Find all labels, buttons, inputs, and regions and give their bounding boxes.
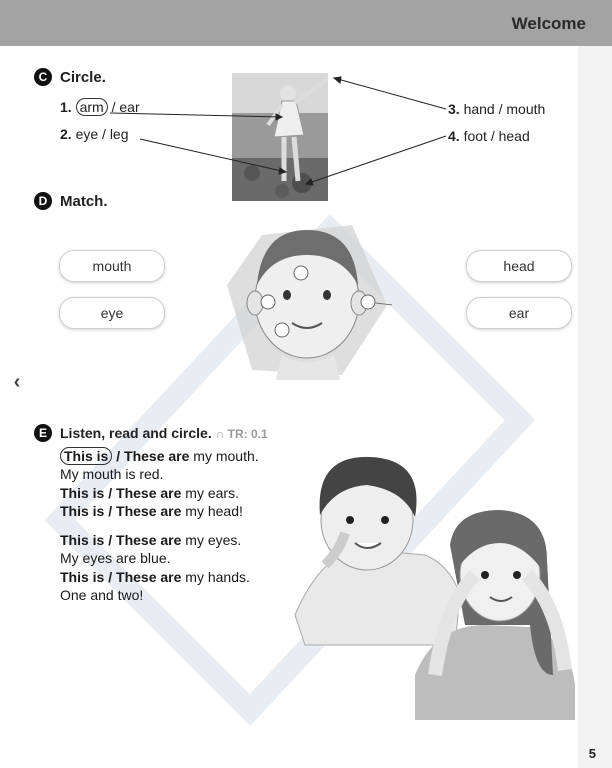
choice-this-is-circled[interactable]: This is bbox=[60, 447, 112, 465]
poem-text: my mouth. bbox=[193, 448, 259, 464]
poem-line-4 bbox=[60, 502, 259, 520]
page-number: 5 bbox=[588, 746, 596, 761]
poem-line-3 bbox=[60, 484, 259, 502]
section-e-badge: E bbox=[34, 424, 52, 442]
c-item-2-number: 2. bbox=[60, 126, 72, 142]
c-item-1-sep: / bbox=[107, 99, 120, 115]
page-title: Welcome bbox=[511, 14, 586, 33]
headphones-icon: ∩ bbox=[215, 427, 225, 441]
c-item-3-options[interactable]: hand / mouth bbox=[463, 101, 546, 117]
poem-verse-1 bbox=[60, 447, 259, 520]
c-item-3-number: 3. bbox=[448, 101, 460, 117]
choice-this-is[interactable]: This is bbox=[60, 568, 105, 585]
poem-line-1 bbox=[60, 447, 259, 465]
poem-line-8: One and two! bbox=[60, 586, 144, 603]
section-e-title-text: Listen, read and circle. bbox=[60, 425, 212, 441]
back-arrow-button[interactable]: ‹ bbox=[13, 371, 21, 393]
children-illustration bbox=[285, 445, 580, 720]
section-e-title bbox=[60, 425, 268, 441]
section-c-badge: C bbox=[34, 68, 52, 86]
section-d-title: Match. bbox=[60, 193, 108, 210]
audio-track[interactable] bbox=[216, 427, 268, 441]
choice-this-is[interactable]: This is bbox=[60, 532, 105, 548]
choice-these-are[interactable]: These are bbox=[124, 448, 190, 464]
choice-sep: / bbox=[112, 448, 125, 464]
poem-line-6: My eyes are blue. bbox=[60, 550, 171, 567]
c-item-1-circled-answer[interactable]: arm bbox=[76, 98, 108, 116]
choice-sep: / bbox=[104, 532, 117, 548]
section-c-connector-lines bbox=[0, 0, 612, 220]
match-word-eye[interactable]: eye bbox=[59, 297, 165, 329]
section-d-badge: D bbox=[34, 192, 52, 210]
choice-these-are[interactable]: These are bbox=[116, 568, 182, 585]
choice-this-is[interactable]: This is bbox=[60, 502, 105, 519]
choice-sep: / bbox=[104, 568, 117, 585]
c-item-2-options[interactable]: eye / leg bbox=[75, 126, 129, 142]
poem-line-5 bbox=[60, 531, 250, 549]
poem-text: my head! bbox=[185, 502, 243, 519]
boy-face-illustration bbox=[222, 215, 392, 380]
c-item-4-options[interactable]: foot / head bbox=[463, 128, 530, 144]
choice-these-are[interactable]: These are bbox=[116, 532, 182, 548]
c-item-1-option-b[interactable]: ear bbox=[119, 99, 140, 115]
choice-this-is[interactable]: This is bbox=[60, 484, 105, 501]
boy-illustration bbox=[295, 457, 460, 645]
poem-line-7 bbox=[60, 568, 250, 586]
poem-line-2: My mouth is red. bbox=[60, 466, 164, 483]
choice-sep: / bbox=[104, 502, 117, 519]
choice-these-are[interactable]: These are bbox=[116, 484, 182, 501]
poem-text: my eyes. bbox=[185, 532, 242, 548]
c-item-1-number: 1. bbox=[60, 99, 72, 115]
section-c-title: Circle. bbox=[60, 69, 106, 86]
poem-text: my hands. bbox=[185, 568, 250, 585]
poem-verse-2 bbox=[60, 531, 250, 604]
audio-track-label: TR: 0.1 bbox=[227, 427, 268, 441]
choice-sep: / bbox=[104, 484, 117, 501]
poem-text: my ears. bbox=[185, 484, 239, 501]
match-word-mouth[interactable]: mouth bbox=[59, 250, 165, 282]
match-word-head[interactable]: head bbox=[466, 250, 572, 282]
c-item-4-number: 4. bbox=[448, 128, 460, 144]
match-word-ear[interactable]: ear bbox=[466, 297, 572, 329]
choice-these-are[interactable]: These are bbox=[116, 502, 182, 519]
